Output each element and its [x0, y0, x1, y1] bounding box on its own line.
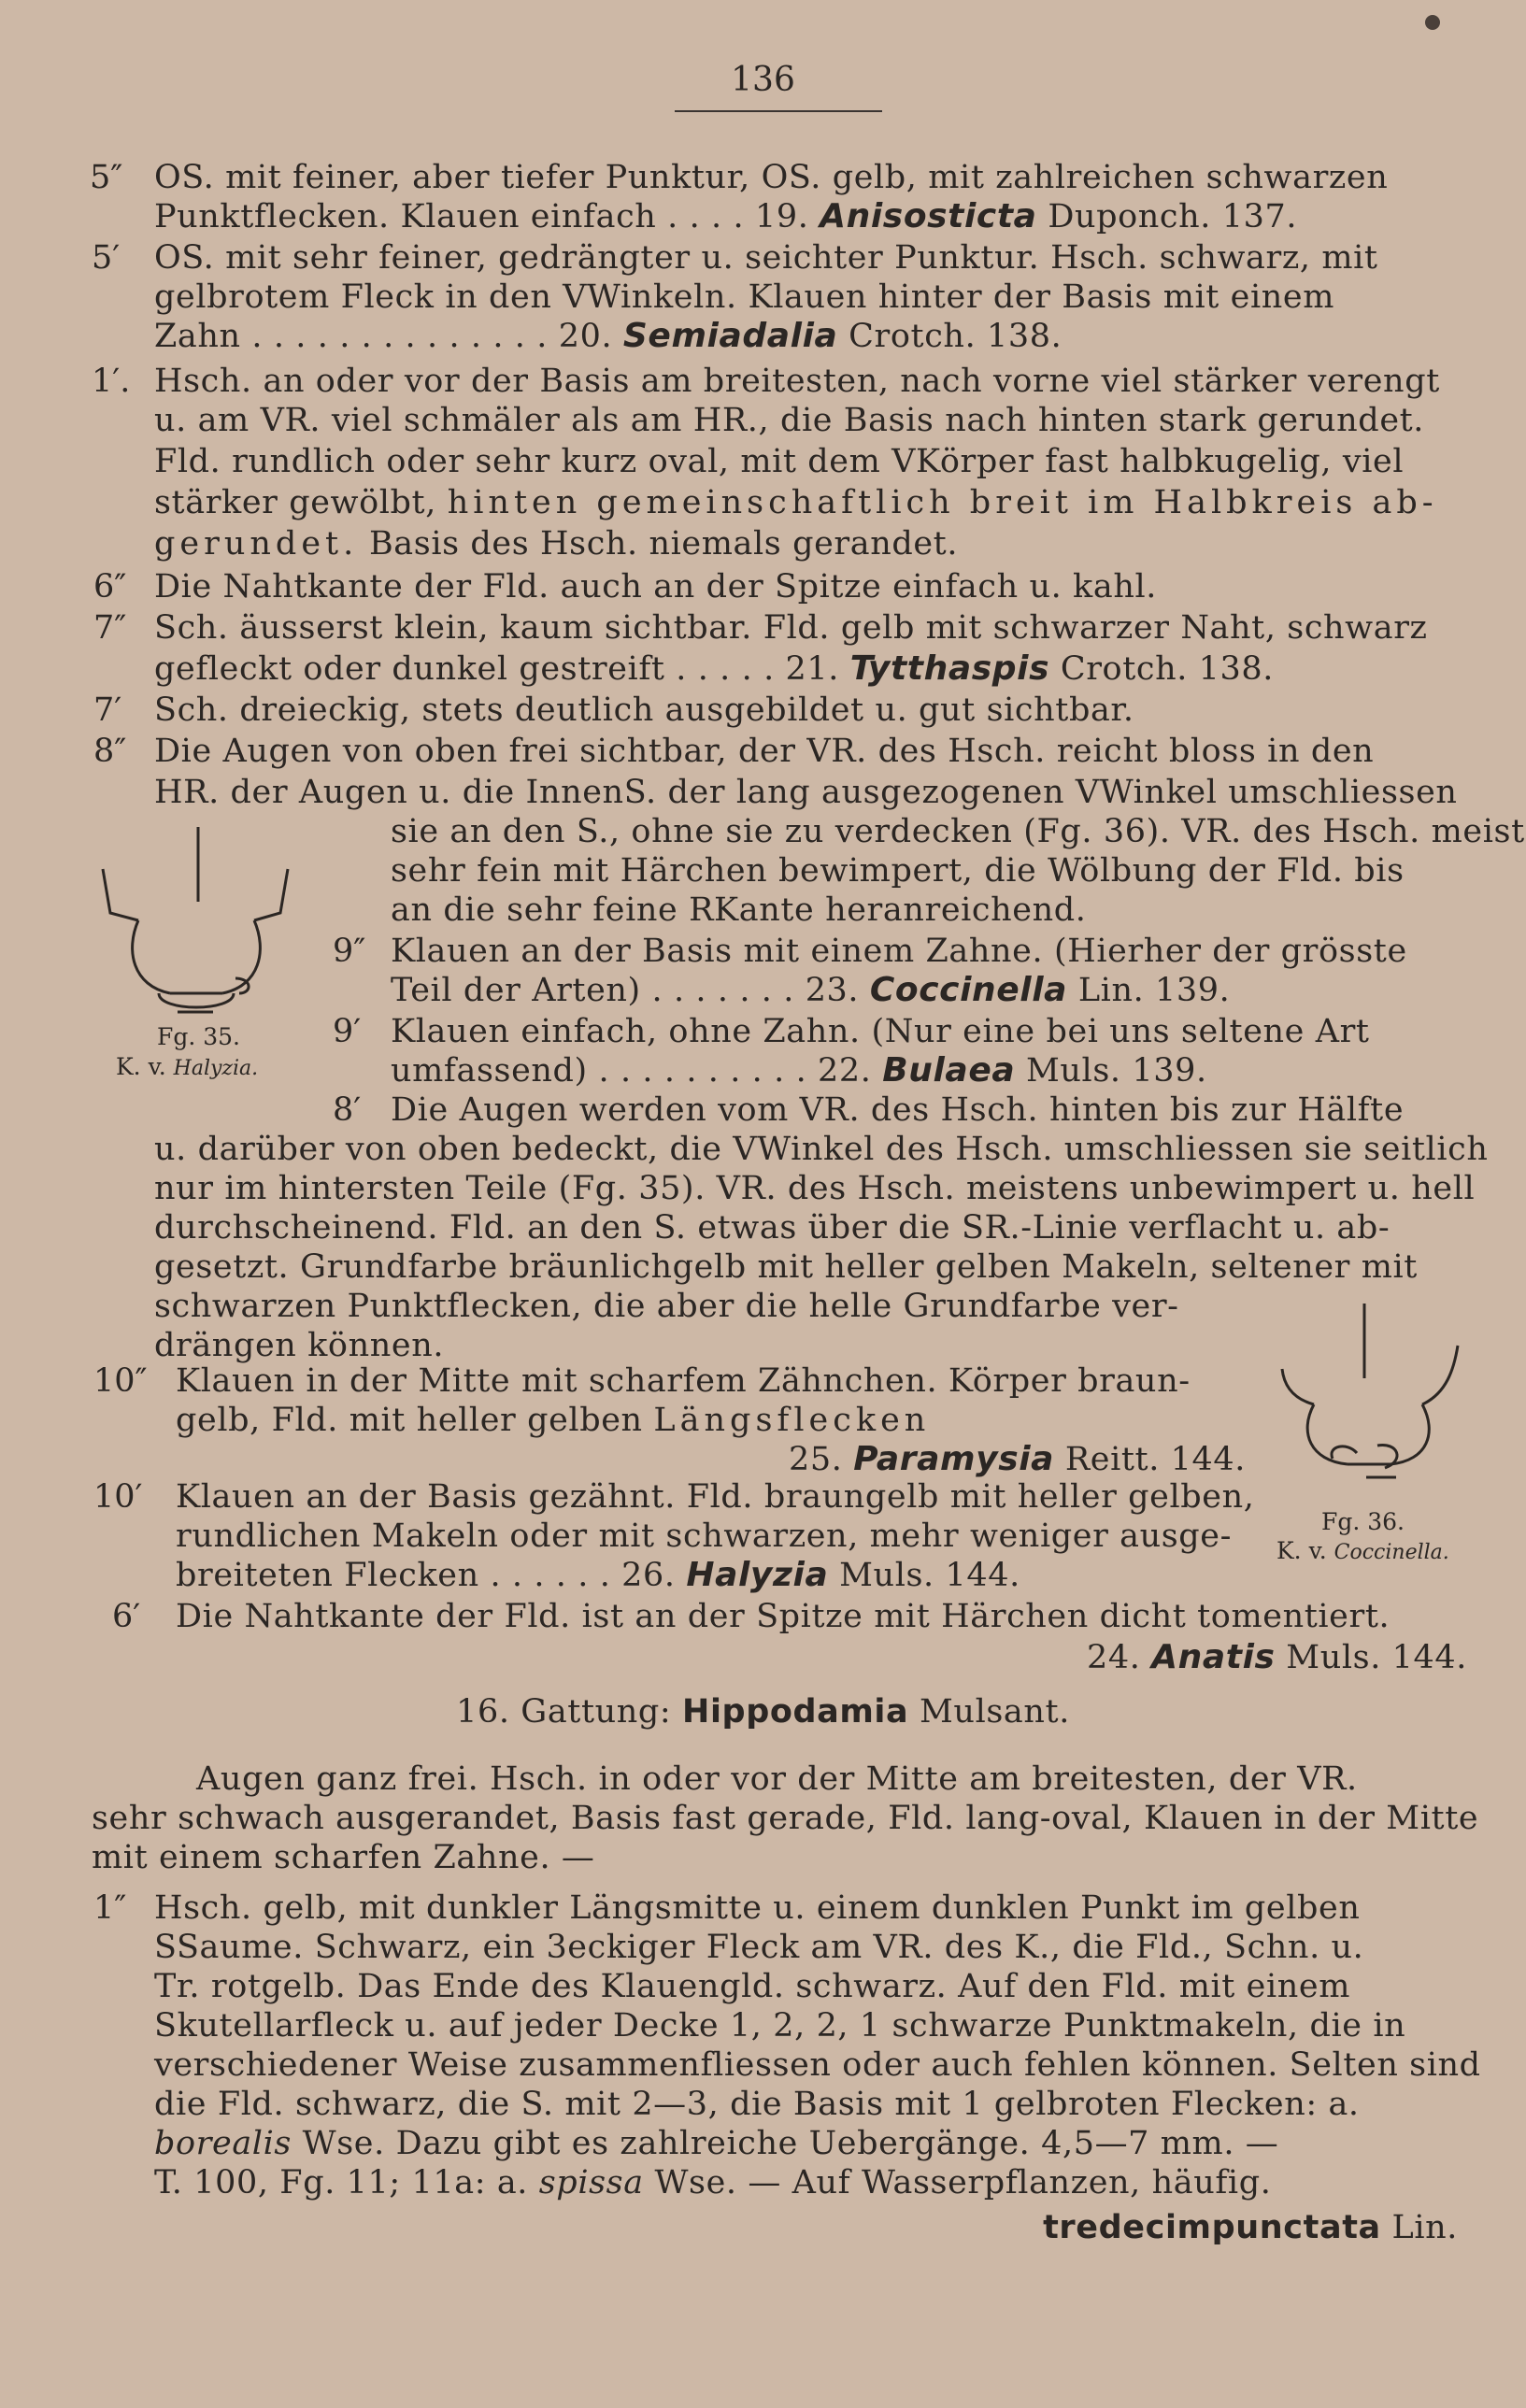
- spaced-text: gerundet.: [154, 525, 359, 563]
- key-line: Die Nahtkante der Fld. ist an der Spitze mit Härchen dicht tomentiert.: [176, 1598, 1391, 1635]
- genus-name: Anisosticta: [820, 197, 1037, 235]
- spaced-text: Längsflecken: [653, 1402, 931, 1439]
- key-line: Die Augen werden vom VR. des Hsch. hinten bis zur Hälfte: [391, 1091, 1405, 1129]
- key-label: 1″: [93, 1889, 127, 1927]
- key-label: 6″: [93, 568, 127, 606]
- key-line: an die sehr feine RKante heranreichend.: [391, 891, 1087, 929]
- page-number: 136: [731, 61, 795, 99]
- key-line: nur im hintersten Teile (Fg. 35). VR. des Hsch. meistens unbewimpert u. hell: [154, 1170, 1476, 1207]
- species-line: die Fld. schwarz, die S. mit 2—3, die Basis mit 1 gelbroten Flecken: a.: [154, 2086, 1360, 2123]
- key-line: drängen können.: [154, 1327, 445, 1364]
- key-label: 6′: [112, 1598, 141, 1635]
- key-line: umfassend) . . . . . . . . . . 22. Bulaea Muls. 139.: [391, 1051, 1207, 1090]
- species-line: SSaume. Schwarz, ein 3eckiger Fleck am VR. des K., die Fld., Schn. u.: [154, 1929, 1364, 1966]
- species-line: T. 100, Fg. 11; 11a: a. spissa Wse. — Auf Wasserpflanzen, häufig.: [154, 2164, 1272, 2201]
- key-line: 24. Anatis Muls. 144.: [1086, 1638, 1467, 1676]
- key-label: 8′: [333, 1091, 362, 1129]
- key-line: Die Nahtkante der Fld. auch an der Spitze einfach u. kahl.: [154, 568, 1157, 606]
- species-line: Skutellarfleck u. auf jeder Decke 1, 2, 2, 1 schwarze Punktmakeln, die in: [154, 2007, 1406, 2045]
- key-label: 9″: [333, 933, 366, 970]
- ink-spot: [1425, 15, 1440, 30]
- key-line: rundlichen Makeln oder mit schwarzen, mehr weniger ausge-: [176, 1517, 1233, 1555]
- section-heading: 16. Gattung: Hippodamia Mulsant.: [456, 1693, 1070, 1731]
- key-line: Sch. dreieckig, stets deutlich ausgebildet u. gut sichtbar.: [154, 691, 1134, 729]
- key-line: HR. der Augen u. die InnenS. der lang ausgezogenen VWinkel umschliessen: [154, 774, 1458, 811]
- genus-name: Paramysia: [853, 1440, 1055, 1478]
- key-line: sehr fein mit Härchen bewimpert, die Wölbung der Fld. bis: [391, 852, 1405, 890]
- genus-name: Halyzia: [686, 1556, 829, 1594]
- key-line: gelb, Fld. mit heller gelben Längsflecken: [176, 1402, 931, 1439]
- figure-36-number: Fg. 36.: [1321, 1508, 1405, 1535]
- key-line: Zahn . . . . . . . . . . . . . . 20. Semiadalia Crotch. 138.: [154, 317, 1062, 355]
- species-line: Hsch. gelb, mit dunkler Längsmitte u. einem dunklen Punkt im gelben: [154, 1889, 1361, 1927]
- key-line: u. am VR. viel schmäler als am HR., die Basis nach hinten stark gerundet.: [154, 402, 1425, 439]
- key-line: Punktflecken. Klauen einfach . . . . 19. Anisosticta Duponch. 137.: [154, 197, 1298, 235]
- key-line: 25. Paramysia Reitt. 144.: [789, 1440, 1246, 1478]
- genus-name: Bulaea: [882, 1051, 1016, 1090]
- key-line: stärker gewölbt, hinten gemeinschaftlich breit im Halbkreis ab-: [154, 484, 1438, 521]
- key-label: 7′: [93, 691, 122, 729]
- key-line: OS. mit feiner, aber tiefer Punktur, OS. gelb, mit zahlreichen schwarzen: [154, 159, 1389, 196]
- key-line: Die Augen von oben frei sichtbar, der VR. des Hsch. reicht bloss in den: [154, 733, 1375, 770]
- genus-name: Anatis: [1151, 1638, 1276, 1676]
- key-line: Klauen an der Basis gezähnt. Fld. braungelb mit heller gelben,: [176, 1478, 1255, 1516]
- key-label: 1′.: [92, 363, 131, 400]
- key-line: schwarzen Punktflecken, die aber die helle Grundfarbe ver-: [154, 1288, 1179, 1325]
- species-line: verschiedener Weise zusammenfliessen oder auch fehlen können. Selten sind: [154, 2046, 1481, 2084]
- genus-name: Coccinella: [869, 971, 1068, 1009]
- figure-36-caption: K. v. Coccinella.: [1276, 1537, 1449, 1564]
- spaced-text: hinten gemeinschaftlich breit im Halbkreis ab-: [447, 484, 1438, 521]
- key-line: Klauen einfach, ohne Zahn. (Nur eine bei uns seltene Art: [391, 1013, 1370, 1050]
- key-line: gesetzt. Grundfarbe bräunlichgelb mit heller gelben Makeln, seltener mit: [154, 1248, 1418, 1286]
- figure-35-number: Fg. 35.: [157, 1023, 241, 1050]
- key-line: gelbrotem Fleck in den VWinkeln. Klauen hinter der Basis mit einem: [154, 278, 1335, 316]
- key-line: durchscheinend. Fld. an den S. etwas über die SR.-Linie verflacht u. ab-: [154, 1209, 1391, 1247]
- key-line: gefleckt oder dunkel gestreift . . . . . 21. Tytthaspis Crotch. 138.: [154, 649, 1275, 688]
- key-label: 5′: [92, 239, 121, 277]
- figure-35-caption: K. v. Halyzia.: [116, 1053, 259, 1080]
- species-name-line: tredecimpunctata Lin.: [1043, 2209, 1458, 2246]
- description-line: sehr schwach ausgerandet, Basis fast gerade, Fld. lang-oval, Klauen in der Mitte: [92, 1800, 1479, 1837]
- variety-name: spissa: [538, 2164, 644, 2201]
- key-line: breiteten Flecken . . . . . . 26. Halyzia Muls. 144.: [176, 1556, 1020, 1594]
- description-line: Augen ganz frei. Hsch. in oder vor der Mitte am breitesten, der VR.: [196, 1760, 1358, 1798]
- key-line: u. darüber von oben bedeckt, die VWinkel des Hsch. umschliessen sie seitlich: [154, 1131, 1489, 1168]
- figure-35-head-drawing: [93, 827, 308, 1033]
- key-label: 9′: [333, 1013, 362, 1050]
- species-name: tredecimpunctata: [1043, 2209, 1381, 2246]
- key-label: 10′: [93, 1478, 143, 1516]
- key-label: 5″: [90, 159, 123, 196]
- genus-name: Semiadalia: [622, 317, 838, 355]
- key-line: Teil der Arten) . . . . . . . 23. Coccinella Lin. 139.: [391, 971, 1231, 1009]
- key-line: gerundet. Basis des Hsch. niemals gerandet.: [154, 525, 959, 563]
- key-line: Fld. rundlich oder sehr kurz oval, mit dem VKörper fast halbkugelig, viel: [154, 443, 1405, 480]
- key-line: sie an den S., ohne sie zu verdecken (Fg. 36). VR. des Hsch. meist: [391, 813, 1525, 850]
- page-number-rule: [675, 110, 882, 112]
- key-line: Hsch. an oder vor der Basis am breitesten, nach vorne viel stärker verengt: [154, 363, 1440, 400]
- genus-name: Tytthaspis: [849, 649, 1050, 688]
- key-line: Sch. äusserst klein, kaum sichtbar. Fld. gelb mit schwarzer Naht, schwarz: [154, 609, 1428, 647]
- section-genus: Hippodamia: [682, 1693, 909, 1731]
- variety-name: borealis: [154, 2125, 292, 2162]
- key-label: 10″: [93, 1362, 148, 1400]
- species-line: borealis Wse. Dazu gibt es zahlreiche Uebergänge. 4,5—7 mm. —: [154, 2125, 1279, 2162]
- key-line: Klauen in der Mitte mit scharfem Zähnchen. Körper braun-: [176, 1362, 1191, 1400]
- figure-36-head-drawing: [1273, 1304, 1469, 1500]
- key-label: 8″: [93, 733, 127, 770]
- species-line: Tr. rotgelb. Das Ende des Klauengld. schwarz. Auf den Fld. mit einem: [154, 1968, 1351, 2005]
- key-label: 7″: [93, 609, 127, 647]
- description-line: mit einem scharfen Zahne. —: [92, 1839, 595, 1876]
- key-line: OS. mit sehr feiner, gedrängter u. seichter Punktur. Hsch. schwarz, mit: [154, 239, 1378, 277]
- key-line: Klauen an der Basis mit einem Zahne. (Hierher der grösste: [391, 933, 1407, 970]
